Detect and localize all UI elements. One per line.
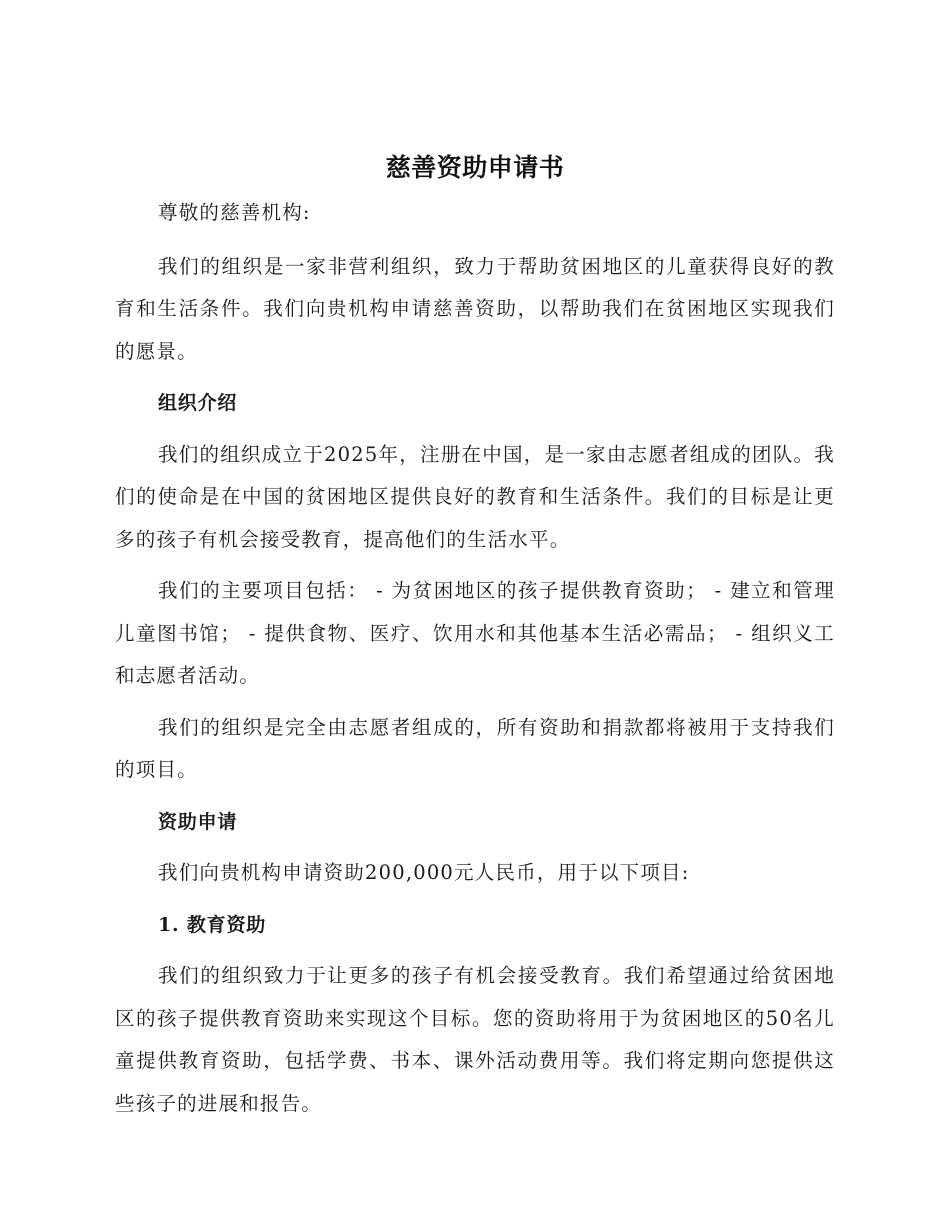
projects-paragraph: 我们的主要项目包括： - 为贫困地区的孩子提供教育资助； - 建立和管理儿童图书馆； - 提供食物、医疗、饮用水和其他基本生活必需品； - 组织义工和志愿者活动。 <box>115 579 835 687</box>
document-title: 慈善资助申请书 <box>385 153 565 182</box>
document-body <box>115 192 835 1134</box>
section-heading-funding: 资助申请 <box>158 810 238 833</box>
section-heading-organization: 组织介绍 <box>158 392 238 414</box>
organization-paragraph: 我们的组织成立于2025年，注册在中国，是一家由志愿者组成的团队。我们的使命是在中国的贫困地区提供良好的教育和生活条件。我们的目标是让更多的孩子有机会接受教育，提高他们的生活水平。 <box>115 442 835 551</box>
education-paragraph: 我们的组织致力于让更多的孩子有机会接受教育。我们希望通过给贫困地区的孩子提供教育资助来实现这个目标。您的资助将用于为贫困地区的50名儿童提供教育资助，包括学费、书本、课外活动费用等。我们将定期向您提供这些孩子的进展和报告。 <box>115 964 835 1115</box>
funding-request-paragraph: 我们向贵机构申请资助200,000元人民币，用于以下项目: <box>158 861 690 884</box>
volunteer-paragraph: 我们的组织是完全由志愿者组成的，所有资助和捐款都将被用于支持我们的项目。 <box>115 715 835 781</box>
item-heading-education: 1. 教育资助 <box>158 913 267 936</box>
greeting: 尊敬的慈善机构: <box>158 201 311 224</box>
intro-paragraph: 我们的组织是一家非营利组织，致力于帮助贫困地区的儿童获得良好的教育和生活条件。我们向贵机构申请慈善资助，以帮助我们在贫困地区实现我们的愿景。 <box>115 254 835 363</box>
